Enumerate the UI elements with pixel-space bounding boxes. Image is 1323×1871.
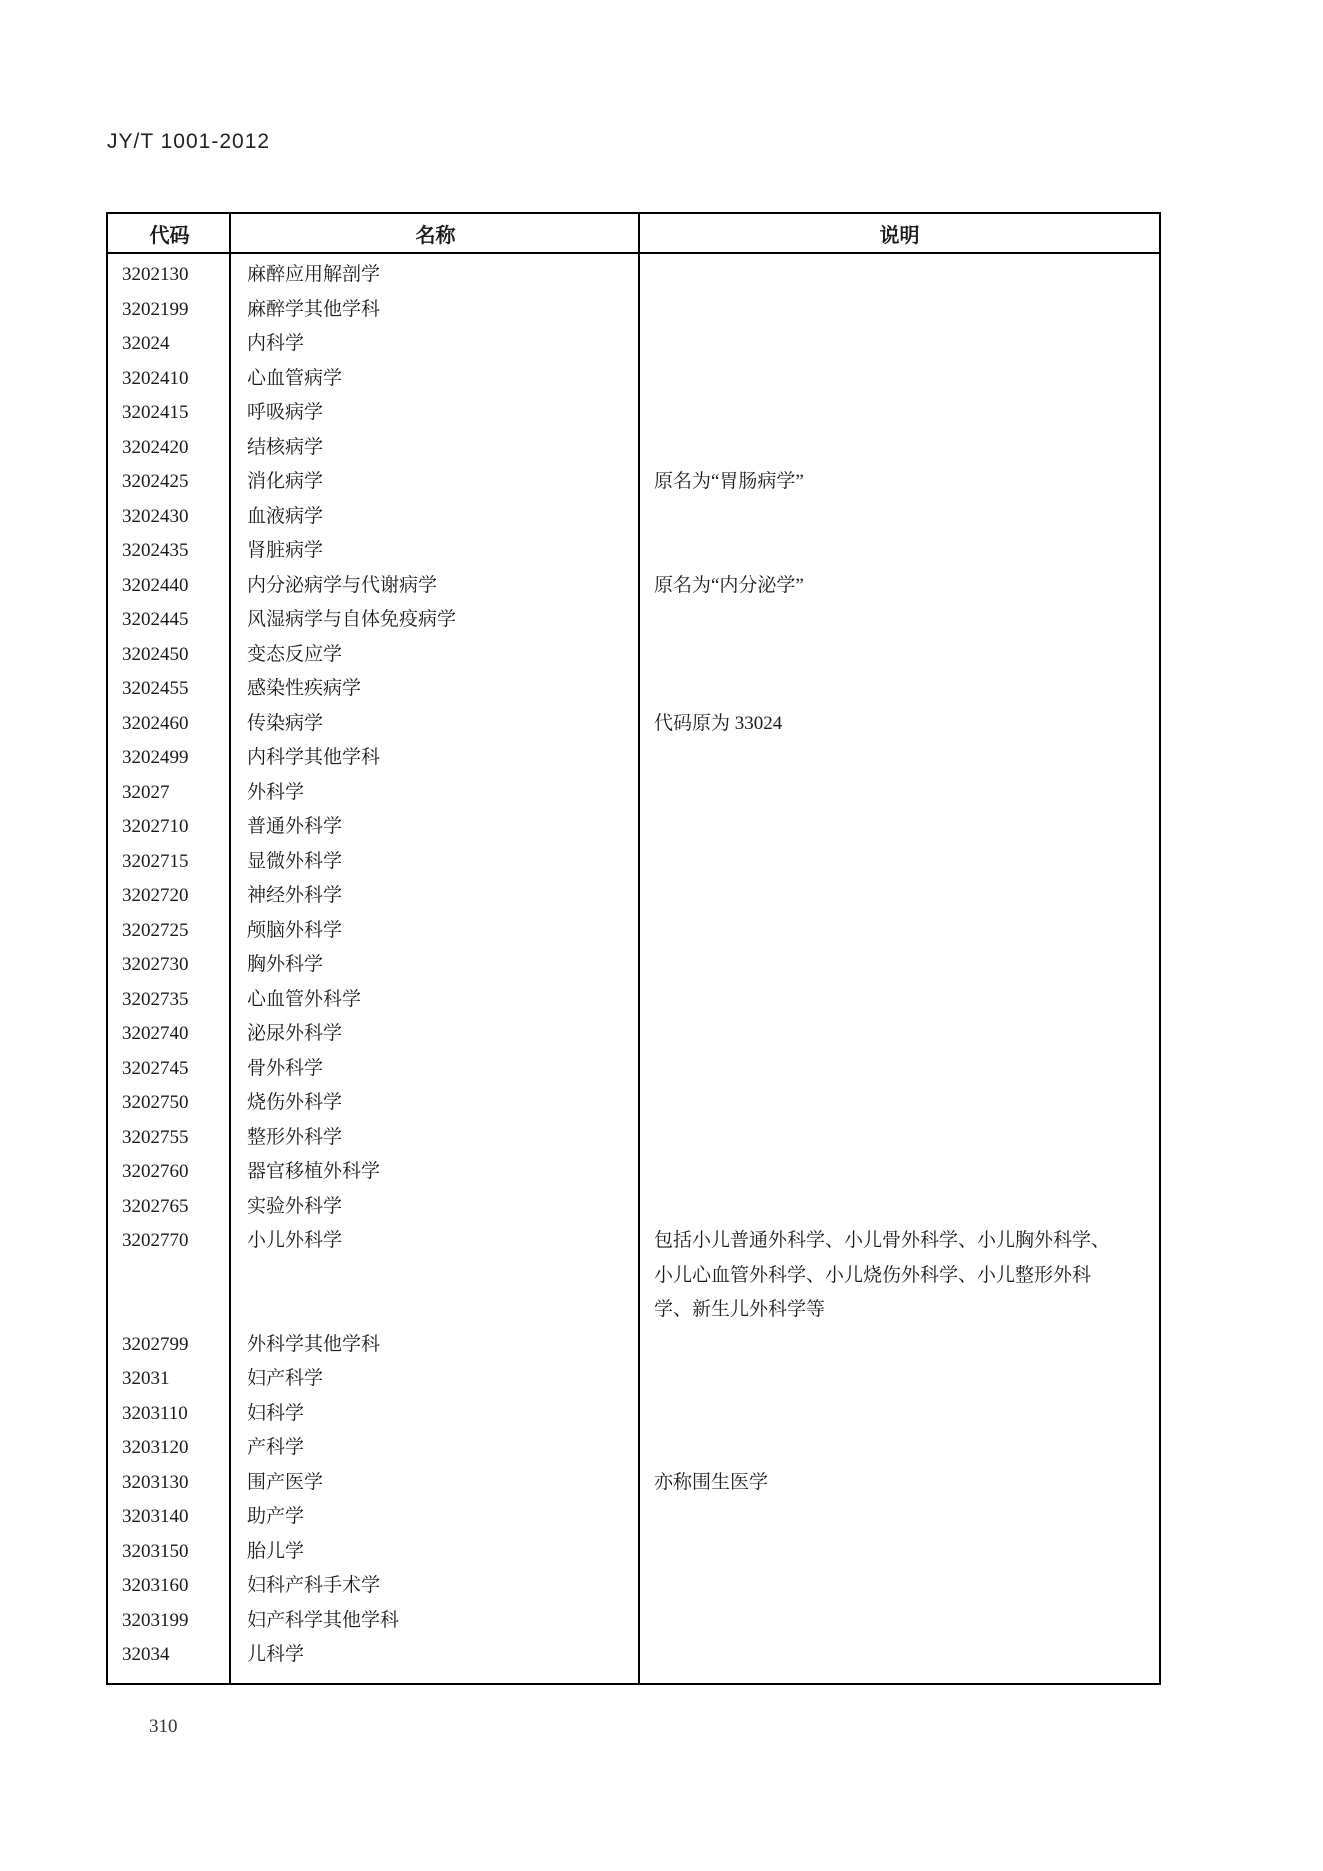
name-cell: 风湿病学与自体免疫病学: [247, 609, 457, 630]
table-row: [108, 1017, 1159, 1052]
name-cell: 心血管病学: [247, 367, 343, 389]
table-row: [108, 1397, 1159, 1432]
code-cell: 3203140: [122, 1506, 189, 1527]
table-row: [108, 1224, 1159, 1328]
table-row: [108, 638, 1159, 673]
code-cell: 3203110: [122, 1402, 188, 1424]
table-row: [108, 672, 1159, 707]
name-cell: 变态反应学: [247, 643, 343, 665]
classification-table: [106, 212, 1161, 1685]
code-cell: 3202435: [122, 540, 189, 561]
desc-cell: [640, 1190, 1159, 1225]
desc-cell: [640, 431, 1159, 466]
table-row: [108, 1362, 1159, 1397]
desc-cell: 亦称围生医学: [654, 1471, 769, 1493]
table-row: [108, 465, 1159, 500]
code-cell: 3202720: [122, 885, 189, 906]
table-row: [108, 258, 1159, 293]
desc-cell: [640, 534, 1159, 569]
page-number: 310: [149, 1716, 178, 1737]
name-cell: 泌尿外科学: [247, 1023, 343, 1044]
code-cell: 3202715: [122, 850, 189, 872]
code-cell: 3202740: [122, 1023, 189, 1044]
code-cell: 3202745: [122, 1057, 189, 1079]
desc-cell: [640, 1362, 1159, 1397]
table-row: [108, 362, 1159, 397]
desc-cell: [640, 1052, 1159, 1087]
column-divider: [229, 214, 231, 1683]
desc-cell: 原名为“胃肠病学”: [654, 471, 804, 492]
name-cell: 儿科学: [247, 1644, 305, 1665]
doc-number: JY/T 1001-2012: [107, 130, 271, 153]
desc-cell: [640, 845, 1159, 880]
name-cell: 消化病学: [247, 471, 324, 492]
name-cell: 肾脏病学: [247, 540, 324, 561]
table-row: [108, 1569, 1159, 1604]
desc-cell: [640, 1397, 1159, 1432]
desc-cell: [640, 672, 1159, 707]
name-cell: 呼吸病学: [247, 402, 324, 423]
code-cell: 3202755: [122, 1126, 189, 1148]
table-row: [108, 1466, 1159, 1501]
table-row: [108, 983, 1159, 1018]
name-cell: 麻醉应用解剖学: [247, 264, 381, 285]
desc-cell: [640, 327, 1159, 362]
desc-cell: [640, 1431, 1159, 1466]
name-cell: 传染病学: [247, 712, 324, 734]
table-body: [108, 254, 1159, 1683]
name-cell: 妇科学: [247, 1402, 305, 1424]
code-cell: 3202770: [122, 1230, 189, 1251]
table-row: [108, 845, 1159, 880]
name-cell: 结核病学: [247, 436, 324, 458]
desc-cell: [640, 1155, 1159, 1190]
header-desc: 说明: [879, 224, 920, 247]
table-row: [108, 1121, 1159, 1156]
code-cell: 3202130: [122, 264, 189, 285]
desc-cell: [640, 293, 1159, 328]
name-cell: 助产学: [247, 1506, 305, 1527]
desc-cell: [640, 741, 1159, 776]
table-row: [108, 1604, 1159, 1639]
name-cell: 妇产科学: [247, 1368, 324, 1389]
desc-cell: 代码原为 33024: [654, 712, 783, 734]
name-cell: 内分泌病学与代谢病学: [247, 574, 438, 596]
code-cell: 3203130: [122, 1471, 189, 1493]
table-row: [108, 810, 1159, 845]
name-cell: 麻醉学其他学科: [247, 298, 381, 320]
name-cell: 整形外科学: [247, 1126, 343, 1148]
desc-cell: [640, 1017, 1159, 1052]
code-cell: 3202445: [122, 609, 189, 630]
code-cell: 3203150: [122, 1540, 189, 1562]
table-row: [108, 741, 1159, 776]
name-cell: 内科学其他学科: [247, 747, 381, 768]
code-cell: 32024: [122, 333, 170, 354]
table-row: [108, 569, 1159, 604]
desc-cell: [640, 362, 1159, 397]
name-cell: 妇科产科手术学: [247, 1575, 381, 1596]
code-cell: 3203120: [122, 1437, 189, 1458]
code-cell: 3202455: [122, 678, 189, 699]
name-cell: 小儿外科学: [247, 1230, 343, 1251]
name-cell: 外科学: [247, 781, 305, 803]
table-row: [108, 776, 1159, 811]
name-cell: 显微外科学: [247, 850, 343, 872]
desc-cell: [640, 638, 1159, 673]
code-cell: 3202199: [122, 298, 189, 320]
code-cell: 3202420: [122, 436, 189, 458]
code-cell: 3202750: [122, 1092, 189, 1113]
header-name: 名称: [415, 224, 456, 247]
desc-cell: [640, 1604, 1159, 1639]
code-cell: 3202735: [122, 988, 189, 1010]
table-row: [108, 707, 1159, 742]
name-cell: 器官移植外科学: [247, 1161, 381, 1182]
desc-cell: [640, 1638, 1159, 1673]
desc-cell: 原名为“内分泌学”: [654, 574, 804, 596]
name-cell: 神经外科学: [247, 885, 343, 906]
code-cell: 3202725: [122, 919, 189, 941]
desc-cell: [640, 914, 1159, 949]
table-row: [108, 1155, 1159, 1190]
name-cell: 血液病学: [247, 505, 324, 527]
name-cell: 普通外科学: [247, 816, 343, 837]
desc-cell: [640, 500, 1159, 535]
desc-cell: [640, 810, 1159, 845]
desc-cell: [640, 983, 1159, 1018]
desc-cell: [640, 776, 1159, 811]
code-cell: 32031: [122, 1368, 170, 1389]
table-row: [108, 1190, 1159, 1225]
table-row: [108, 293, 1159, 328]
code-cell: 3202760: [122, 1161, 189, 1182]
table-row: [108, 1535, 1159, 1570]
desc-cell: [640, 948, 1159, 983]
column-divider: [638, 214, 640, 1683]
desc-cell: [640, 1121, 1159, 1156]
name-cell: 围产医学: [247, 1471, 324, 1493]
name-cell: 感染性疾病学: [247, 678, 362, 699]
code-cell: 3202730: [122, 954, 189, 975]
name-cell: 心血管外科学: [247, 988, 362, 1010]
name-cell: 烧伤外科学: [247, 1092, 343, 1113]
name-cell: 内科学: [247, 333, 305, 354]
code-cell: 32034: [122, 1644, 170, 1665]
code-cell: 3202440: [122, 574, 189, 596]
desc-cell: [640, 1328, 1159, 1363]
code-cell: 3202450: [122, 643, 189, 665]
table-row: [108, 1328, 1159, 1363]
code-cell: 3202499: [122, 747, 189, 768]
desc-cell: 包括小儿普通外科学、小儿骨外科学、小儿胸外科学、小儿心血管外科学、小儿烧伤外科学、小儿整形外科学、新生儿外科学等: [654, 1230, 1111, 1320]
desc-cell: [640, 879, 1159, 914]
code-cell: 3202460: [122, 712, 189, 734]
table-row: [108, 914, 1159, 949]
name-cell: 胸外科学: [247, 954, 324, 975]
table-row: [108, 396, 1159, 431]
desc-cell: [640, 1086, 1159, 1121]
code-cell: 3202765: [122, 1195, 189, 1217]
code-cell: 3203160: [122, 1575, 189, 1596]
table-row: [108, 1431, 1159, 1466]
table-row: [108, 879, 1159, 914]
table-row: [108, 1638, 1159, 1673]
table-row: [108, 603, 1159, 638]
code-cell: 3202415: [122, 402, 189, 423]
name-cell: 妇产科学其他学科: [247, 1609, 400, 1631]
table-row: [108, 534, 1159, 569]
code-cell: 3202430: [122, 505, 189, 527]
code-cell: 3202710: [122, 816, 189, 837]
code-cell: 32027: [122, 781, 170, 803]
table-row: [108, 1086, 1159, 1121]
desc-cell: [640, 258, 1159, 293]
table-row: [108, 948, 1159, 983]
code-cell: 3202425: [122, 471, 189, 492]
desc-cell: [640, 1500, 1159, 1535]
table-row: [108, 1500, 1159, 1535]
header-code: 代码: [149, 224, 190, 247]
code-cell: 3202799: [122, 1333, 189, 1355]
name-cell: 实验外科学: [247, 1195, 343, 1217]
table-row: [108, 1052, 1159, 1087]
table-row: [108, 500, 1159, 535]
name-cell: 颅脑外科学: [247, 919, 343, 941]
name-cell: 外科学其他学科: [247, 1333, 381, 1355]
desc-cell: [640, 603, 1159, 638]
name-cell: 骨外科学: [247, 1057, 324, 1079]
desc-cell: [640, 396, 1159, 431]
name-cell: 产科学: [247, 1437, 305, 1458]
desc-cell: [640, 1569, 1159, 1604]
name-cell: 胎儿学: [247, 1540, 305, 1562]
desc-cell: [640, 1535, 1159, 1570]
table-row: [108, 431, 1159, 466]
code-cell: 3202410: [122, 367, 189, 389]
table-header-row: [108, 214, 1159, 254]
table-row: [108, 327, 1159, 362]
code-cell: 3203199: [122, 1609, 189, 1631]
